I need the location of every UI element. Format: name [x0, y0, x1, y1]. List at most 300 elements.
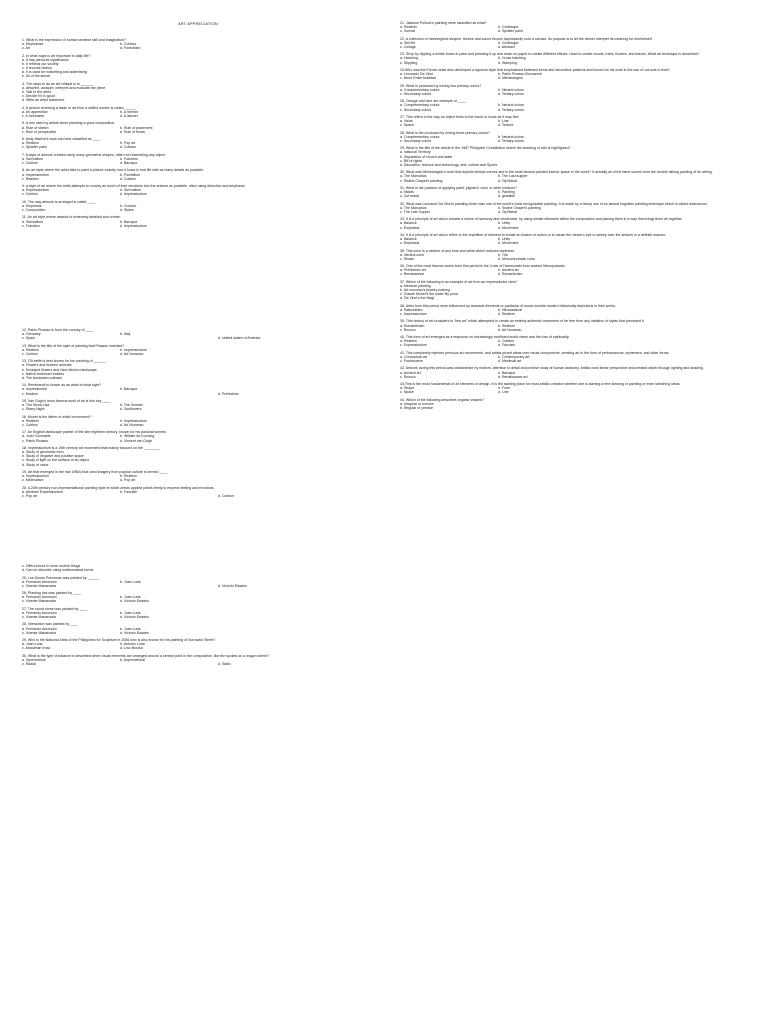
- answer-option: b. Cubism: [498, 339, 514, 344]
- answer-option: d. Pop art: [120, 478, 136, 483]
- answer-option: b. Sistine Chapel's painting: [498, 205, 541, 210]
- option-spacer: [120, 392, 218, 396]
- answer-option: a. Symmetrical: [22, 657, 46, 662]
- answer-option: a. Hatching: [400, 56, 418, 61]
- answer-option: a. National Territory: [400, 150, 431, 155]
- answer-option: d. Formalism: [120, 46, 141, 51]
- answer-option: b. Juan Luna: [120, 626, 141, 631]
- answer-option: c. Minimalism: [22, 478, 44, 483]
- question-text: 42. Artwork during this period was characterize by realism, attention to detail and precise study of human anatomy. Artists used linear perspective and created depth through lighting and shading.: [400, 366, 704, 371]
- answer-option: a. It has personal significance: [22, 57, 69, 62]
- answer-option: c. Composition: [22, 208, 46, 212]
- answer-option: b. Study of negative and positive space: [22, 454, 84, 459]
- question-item: [400, 335, 760, 347]
- answer-option: d. Taj Mahal: [498, 209, 518, 214]
- answer-option: d. Movement: [498, 225, 519, 230]
- answer-option: b. Contour: [120, 42, 137, 47]
- answer-option: c. Native American Indians: [22, 371, 64, 376]
- answer-option: c. Postmodern: [400, 359, 423, 364]
- answer-option: c. Renaissance: [400, 272, 425, 277]
- question-item: [400, 99, 760, 111]
- answer-option: c. Emphasis: [400, 241, 420, 246]
- answer-option: c. Impressionism: [400, 312, 427, 317]
- answer-option: b. It reflects our society: [22, 61, 59, 66]
- question-item: [400, 382, 760, 394]
- question-text: 41. This completely rejected previous art movements, and artists prized ideas over visual components, creating art in the form of performances, ephemera, and other forms.: [400, 350, 670, 355]
- answer-option: a. Still life: [400, 40, 416, 45]
- answer-option: a. Prehistoric art: [400, 268, 426, 273]
- answer-option: a. Leonardo Da Vinci: [400, 72, 434, 77]
- question-text: 20. A 20th century non-representational painting style in which artists applied paints freely to express feeling and emotions.: [22, 485, 215, 490]
- answer-option: d. Sunflowers: [120, 407, 142, 412]
- answer-option: a. Malvis: [400, 190, 414, 195]
- question-text: 38. Artist from this period were influenced by classical elements or particular of music include modern historically depictions in their works.: [400, 303, 617, 308]
- answer-option: b. Form: [498, 386, 511, 391]
- answer-option: a. Irregular or uneven: [400, 401, 434, 406]
- page-title: ART APPRECIATION: [178, 21, 218, 26]
- option-spacer: [120, 662, 218, 666]
- answer-option: b. Baroque: [120, 219, 138, 224]
- question-item: [22, 399, 362, 411]
- question-item: [22, 344, 362, 356]
- answer-option: b. A mentor: [120, 109, 138, 114]
- answer-option: d. Static: [218, 662, 231, 667]
- question-item: [400, 351, 760, 363]
- question-text: 16. Monet is the father of which movement?: [22, 414, 91, 419]
- answer-option: b. Antonio Luna: [120, 642, 145, 647]
- answer-option: a. John Constable: [22, 434, 51, 439]
- answer-option: d. Da Vinci's the Magi: [400, 296, 435, 301]
- answer-option: b. Contour: [120, 203, 137, 208]
- question-text: 10. The way artwork is arranged is called ____: [22, 199, 96, 204]
- question-item: [22, 446, 362, 467]
- answer-option: d. Cubism: [120, 176, 136, 181]
- question-item: [400, 249, 760, 261]
- answer-option: c. Cut reads: [400, 194, 420, 199]
- answer-option: d. Lino Brocka: [120, 646, 143, 651]
- question-item: [400, 84, 760, 96]
- answer-option: b. Impressionism: [120, 418, 147, 423]
- question-item: [22, 430, 362, 442]
- answer-option: a. Impressionism: [22, 474, 49, 479]
- answer-option: d. Can be describe using mathematical forms: [22, 568, 94, 573]
- question-item: [400, 366, 760, 378]
- answer-option: a. Expressionism: [22, 188, 50, 193]
- answer-option: b. Baroque: [120, 387, 138, 392]
- question-text: 14. Rembrandt is known as an artist of what style?: [22, 383, 102, 388]
- answer-option: b. Grotesque: [498, 40, 519, 45]
- question-text: 35. This color is a mixture of any blue and white which reduces darkness.: [400, 248, 515, 253]
- answer-option: c. Claude Monet's the water lily pond: [400, 292, 458, 297]
- answer-option: a. Fernando Amorsolo: [22, 595, 57, 600]
- answer-option: c. Vicente Manansala: [22, 583, 56, 588]
- answer-option: d. Victorio Edades: [218, 583, 247, 588]
- question-item: [22, 54, 362, 79]
- question-item: [400, 202, 760, 214]
- question-text: 24.Who was the French artist who developed a rigorous style that emphasized flattened forms and decorative patterns and known for his work in the use of cut-outs in fluid?: [400, 67, 670, 72]
- answer-option: d. Medieval art: [498, 359, 522, 364]
- answer-option: c. Splatter paint: [22, 145, 47, 150]
- question-item: [400, 264, 760, 276]
- question-item: [22, 168, 362, 180]
- question-item: [22, 576, 362, 588]
- question-item: [400, 280, 760, 301]
- answer-option: c. Abdulmari Imao: [22, 646, 51, 651]
- answer-option: c. Starry Night: [22, 407, 45, 412]
- question-item: [400, 146, 760, 167]
- answer-option: c. Henri Emile Mattisse: [400, 76, 437, 81]
- option-spacer: [120, 336, 218, 340]
- answer-option: d. Tertiary colors: [498, 91, 524, 96]
- answer-option: b. Cross hatching: [498, 56, 526, 61]
- answer-option: c. The Last Supper: [400, 209, 430, 214]
- question-item: [400, 319, 760, 331]
- question-item: [400, 131, 760, 143]
- answer-option: c. It records history: [22, 66, 52, 71]
- answer-option: b. Art nouveau's jewelry making: [400, 288, 450, 293]
- answer-option: e. All of the above: [22, 74, 51, 79]
- answer-option: b. Neutral colors: [498, 87, 524, 92]
- answer-option: d. Rule of thirds: [120, 129, 145, 134]
- answer-option: c. Vicente Manansala: [22, 615, 56, 620]
- question-text: 28. Interaction was painted by ____: [22, 622, 79, 627]
- answer-option: c. Cubism: [22, 161, 38, 166]
- answer-option: b. Enlarged flowers and New Mexico landscape: [22, 367, 97, 372]
- answer-option: d. glosable: [498, 194, 516, 199]
- answer-option: b. Fauvism: [120, 489, 138, 494]
- answer-option: c. Vicente Manansala: [22, 599, 56, 604]
- answer-option: a. Impressionism: [22, 172, 49, 177]
- question-item: [400, 37, 760, 49]
- answer-option: b. Juan Luna: [120, 579, 141, 584]
- answer-option: a. Romanticism: [400, 323, 425, 328]
- answer-option: a. Ancient art: [400, 370, 421, 375]
- answer-option: b. Regular or precise: [400, 406, 433, 411]
- question-text: 40. This form of art emerged as a response on increasingly conflicted world views and the loss of spirituality.: [400, 335, 570, 340]
- questions-column-bottom-left: [22, 564, 362, 669]
- question-text: 25. What is produced by mixing two primary colors?: [400, 83, 482, 88]
- question-text: 15. Van Gogh's most famous work of art is this key ____: [22, 398, 111, 403]
- answer-option: d. Victorio Edades: [120, 630, 149, 635]
- answer-option: d. Monochromatic color: [498, 256, 535, 261]
- question-text: 7. A style of artwork created using many geometric shapes, often not resembling any object.: [22, 152, 166, 157]
- answer-option: d. Tertiary colors: [498, 138, 524, 143]
- answer-option: c. Cubism: [22, 192, 38, 197]
- answer-option: d. Line: [498, 390, 509, 395]
- answer-option: d. Education, science and technology, arts, culture and Sports: [400, 162, 498, 167]
- answer-option: d. Art Nouveau: [120, 351, 144, 356]
- answer-option: c. Study of light on the surface of an object: [22, 458, 90, 463]
- answer-option: a. Complementary colors: [400, 103, 440, 108]
- question-item: [400, 170, 760, 182]
- question-item: [22, 328, 362, 340]
- answer-option: c. Offers found in more routine things: [22, 564, 81, 568]
- answer-option: a. Impressionist: [22, 387, 47, 392]
- question-item: [22, 200, 362, 212]
- answer-option: d. Romanticism: [498, 272, 523, 277]
- answer-option: d. Movement: [498, 241, 519, 246]
- answer-option: b. Neoclassical: [498, 307, 522, 312]
- question-text: 22. A collection of meaningless shapes, texture and colors thrown haphazardly onto a canvas. Its purpose is to let the viewer interpret its meaning for him/herself.: [400, 36, 653, 41]
- answer-option: c. Emphasis: [400, 225, 420, 230]
- answer-option: b. Neutral colors: [498, 103, 524, 108]
- answer-option: b. Pointillism: [120, 172, 140, 177]
- answer-option: b. The Scream: [120, 403, 144, 408]
- question-text: 26. Planting rice was painted by ____: [22, 591, 81, 596]
- answer-option: c. Realism: [22, 176, 39, 181]
- answer-option: d. Taj Mahal: [498, 178, 518, 183]
- answer-option: d. Styles: [120, 208, 134, 212]
- answer-option: d. Michelangelo: [498, 76, 523, 81]
- answer-option: a. Emphasize: [22, 42, 44, 47]
- question-item: [400, 21, 760, 33]
- question-text: 21. Jackson Pollock's painting were classified as what?: [400, 21, 487, 25]
- answer-option: a. Abstract Expressionism: [22, 489, 63, 494]
- option-spacer: [120, 494, 218, 498]
- question-item: [400, 217, 760, 229]
- question-item: [22, 622, 362, 634]
- question-item: [22, 564, 362, 572]
- answer-option: a. Realism: [22, 418, 39, 423]
- question-text: 31. What is the practice of applying paint, pigment, color or other medium?: [400, 185, 517, 190]
- answer-option: c. Rule of perspective: [22, 129, 57, 134]
- question-item: [22, 215, 362, 227]
- answer-option: c. Bill of rights: [400, 158, 423, 163]
- answer-option: d. Victorio Edades: [120, 599, 149, 604]
- answer-option: a. Rationalism: [400, 307, 423, 312]
- answer-option: d. Study of value: [22, 462, 49, 467]
- answer-option: a. The Mona Lisa: [22, 403, 50, 408]
- answer-option: a. describe, analyze, interpret and evaluate the piece: [22, 85, 106, 90]
- question-item: [400, 233, 760, 245]
- answer-option: b. Neutral colors: [498, 134, 524, 139]
- answer-option: d. Impressionism: [120, 192, 147, 197]
- question-item: [22, 153, 362, 165]
- answer-option: b. Tint: [498, 252, 508, 257]
- answer-option: d. Cubism: [218, 493, 234, 498]
- answer-option: c. Decide if it is good: [22, 94, 55, 99]
- answer-option: d. Realism: [498, 312, 515, 317]
- question-item: [22, 470, 362, 482]
- answer-option: c. Art: [22, 46, 31, 51]
- answer-option: c. Stippling: [400, 60, 418, 65]
- question-item: [22, 415, 362, 427]
- answer-option: c. Shade: [400, 256, 415, 261]
- question-item: [22, 591, 362, 603]
- answer-option: a. Study of geometric form: [22, 450, 64, 455]
- question-text: 43.This is the most fundamental of all elements of design. It is the starting place for most artistic creation whether one is starting a free drawing or painting or even sketching ideas.: [400, 382, 681, 387]
- question-text: 33. It is a principle of art which creates a sense of harmony and wholeness, by using similar elements within the composition and placing them in a way that brings them all together.: [400, 217, 683, 222]
- answer-option: b. Juan Luna: [120, 595, 141, 600]
- answer-option: b. Grotesque: [498, 25, 519, 30]
- answer-option: d. Abstract: [498, 44, 515, 49]
- answer-option: a. Flowers and modern animals: [22, 363, 72, 368]
- answer-option: b. Asymmetrical: [120, 657, 146, 662]
- answer-option: b. Talk to the artist: [22, 90, 51, 95]
- answer-option: c. Space: [400, 123, 414, 128]
- answer-option: d. Impressionism: [120, 223, 147, 228]
- question-text: 17. An English landscape painter of the late eighteen century, known for his pastoral scenes: [22, 430, 166, 435]
- question-item: [400, 52, 760, 64]
- answer-option: a. Emphasis: [22, 203, 42, 208]
- question-item: [22, 38, 362, 50]
- question-item: [22, 607, 362, 619]
- question-text: 12. Pablo Picasso is from the country of ____: [22, 328, 94, 332]
- question-item: [22, 184, 362, 196]
- answer-option: d. Victorio Edades: [120, 615, 149, 620]
- questions-column-right: [400, 21, 760, 413]
- question-text: 27. This refers to the way an object feels to the touch or looks as it may feel.: [400, 114, 520, 119]
- question-text: 9. a style of art where the artist attempts to convey as much of their emotions into the artwork as possible, often using distortion and emphasis.: [22, 184, 246, 189]
- option-spacer: [120, 584, 218, 588]
- answer-option: d. Baroque: [120, 161, 138, 166]
- answer-option: c. Vicente Manansala: [22, 630, 56, 635]
- question-item: [400, 186, 760, 198]
- question-text: 39. This history of art considers to "few art" which attempted to create an entirely authentic movement of be free from any imitation of styles that preceded it.: [400, 319, 645, 324]
- question-text: 2. In what ways is art important in daily life?: [22, 53, 91, 58]
- answer-option: c. Pop art: [22, 493, 38, 498]
- question-text: 4. A person receiving a trade or art from a skilled worker is called ______: [22, 105, 137, 110]
- answer-option: a. The Marcarius: [400, 205, 427, 210]
- answer-option: c. Surreal: [400, 29, 416, 34]
- question-item: [22, 638, 362, 650]
- answer-option: a. Realism: [22, 347, 39, 352]
- answer-option: b. William de Kooning: [120, 434, 155, 439]
- answer-option: c. Modern: [22, 391, 38, 396]
- question-item: [22, 137, 362, 149]
- answer-option: b. Realism: [120, 474, 137, 479]
- question-item: [22, 82, 362, 103]
- answer-option: d. United states of America: [218, 336, 261, 341]
- answer-option: d. Art Nouveau: [120, 422, 144, 427]
- answer-option: d. Art Nouveau: [498, 327, 522, 332]
- answer-option: a. Shape: [400, 386, 415, 391]
- answer-option: a. Balance: [400, 221, 417, 226]
- question-text: 18. Impressionism is a 19th century art movement that mainly focused on the ________: [22, 445, 160, 450]
- question-text: 11. An art style where artwork is extremely detailed and ornate.: [22, 215, 121, 220]
- answer-option: a. Fernando Amorsolo: [22, 610, 57, 615]
- answer-option: a. Complementary colors: [400, 134, 440, 139]
- question-text: 36. One of the most famous works from this period is the Code of Hammurabi from ancient Mesopotamia.: [400, 264, 566, 269]
- answer-option: a. Fernando Amorsolo: [22, 579, 57, 584]
- answer-option: d. A laborer: [120, 114, 138, 119]
- question-text: 34. It is a principle of art which refers to the repetition of element to create an illusion of action or to cause the viewer's eye to sweep over the artwork in a definite manner.: [400, 232, 667, 237]
- answer-option: a. Balance: [400, 237, 417, 241]
- question-item: [400, 304, 760, 316]
- answer-option: a. Complementary colors: [400, 87, 440, 92]
- question-item: [400, 115, 760, 127]
- answer-option: c. A forecaster: [22, 114, 45, 119]
- answer-option: b. Juan Luna: [120, 610, 141, 615]
- question-item: [400, 398, 760, 410]
- question-text: 19. Art that emerged in the mid 1950s that used imagery from popular culture is termed ____: [22, 469, 168, 474]
- question-text: 6. Andy Warhol's work can best classified as ____: [22, 137, 101, 142]
- answer-option: c. Spain: [22, 336, 35, 341]
- question-text: 29. Who is the National Artist of the Philippines for Sculpture in 2006 who is also known for his painting of Sorrowful Street?: [22, 638, 216, 643]
- question-item: [22, 359, 362, 380]
- answer-option: b. Painting: [498, 190, 515, 195]
- answer-option: d. It is used for marketing and advertising: [22, 70, 87, 75]
- answer-option: a. Mexican painting: [400, 283, 431, 288]
- questions-column-middle-left: [22, 328, 362, 501]
- question-text: 8. An art style where the artist tries to paint a picture exactly how it looks in real life with as many details as possible.: [22, 168, 204, 173]
- answer-option: b. The Last supper: [498, 174, 528, 179]
- answer-option: b. Impressionism: [120, 347, 147, 352]
- answer-option: d. Renaissance art: [498, 374, 528, 379]
- answer-option: a. Conceptual art: [400, 354, 428, 359]
- answer-option: c. Futurism: [22, 223, 40, 228]
- answer-option: c. Radial: [22, 662, 36, 667]
- answer-option: b. Unity: [498, 237, 511, 241]
- answer-option: c. Secondary colors: [400, 107, 432, 112]
- answer-option: b. Rule of placement: [120, 125, 153, 130]
- answer-option: a. Rule of sketch: [22, 125, 49, 130]
- answer-option: c. Rococo: [400, 374, 416, 379]
- answer-option: a. Neutral color: [400, 252, 425, 257]
- answer-option: a. Realism: [400, 339, 417, 344]
- answer-option: a. Realism: [400, 25, 417, 30]
- answer-option: b. Contemporary art: [498, 354, 530, 359]
- question-text: 29. What is the title of the article in the 1987 Philippine Constitution where the teaching of arts is highlighted?: [400, 146, 571, 151]
- answer-option: d. The Australian outback: [22, 375, 62, 380]
- answer-option: a. Germany: [22, 332, 41, 337]
- answer-option: b. Ancient art: [498, 268, 519, 273]
- answer-option: d. Splatter paint: [498, 29, 523, 34]
- question-item: [400, 68, 760, 80]
- answer-option: c. Cubism: [22, 422, 38, 427]
- answer-option: a. Surrealism: [22, 156, 43, 161]
- answer-option: b. Surrealism: [120, 188, 141, 193]
- question-text: 5. A rule used by artists when planning a good composition.: [22, 121, 116, 126]
- answer-option: d. Stamping: [498, 60, 517, 65]
- question-item: [22, 654, 362, 666]
- question-text: 26. Orange and blue are example of ____: [400, 99, 466, 104]
- question-text: 3. The ways to do an art critique is to ______: [22, 81, 93, 86]
- answer-option: c. Collage: [400, 44, 416, 49]
- answer-option: d. Prehistoric: [218, 391, 239, 396]
- answer-option: a. Juan Luna: [22, 642, 43, 647]
- answer-option: a. Realism: [22, 141, 39, 146]
- answer-option: a. The Marcarius: [400, 174, 427, 179]
- answer-option: b. Futurism: [120, 156, 138, 161]
- answer-option: c. Space: [400, 390, 414, 395]
- answer-option: c. Sistine Chapel's painting: [400, 178, 443, 183]
- answer-option: c. Expressionism: [400, 343, 427, 348]
- answer-option: b. Baroque: [498, 370, 516, 375]
- answer-option: c. Secondary colors: [400, 138, 432, 143]
- questions-column-top-left: [22, 38, 362, 231]
- answer-option: b. Italy: [120, 332, 131, 337]
- answer-option: a. Surrealism: [22, 219, 43, 224]
- answer-option: a. Fernando Amorsolo: [22, 626, 57, 631]
- question-item: [22, 121, 362, 133]
- question-text: 30. What was Michelangelo's work that depicts biblical scenes and is the most famous painted interior space in the world? It actually all of the fame comes from the trouble talking painting of its ceiling.: [400, 170, 713, 175]
- answer-option: b. Line: [498, 119, 509, 124]
- answer-option: c. Rococo: [400, 327, 416, 332]
- answer-option: b. Unity: [498, 221, 511, 226]
- question-text: 1. What is the expression of human creative skill and imagination?: [22, 38, 126, 42]
- question-item: [22, 106, 362, 118]
- question-text: 32. What was Leonardo Da Vinci's painting which was one of the world's most recognizable painting. It is made by a heavy use of an almost forgotten painting technique which is called chiaroscuro.: [400, 201, 709, 206]
- question-text: 13. What is the title of the style of painting that Picasso invented?: [22, 343, 125, 348]
- question-item: [22, 383, 362, 395]
- question-text: 44. Which of the following describes organic shapes?: [400, 397, 484, 402]
- answer-option: b. Pop art: [120, 141, 136, 146]
- answer-option: d. Cubism: [120, 145, 136, 150]
- answer-option: b. Pablo Picasso Buonarroti: [498, 72, 542, 77]
- answer-option: d. Write an artist statement: [22, 98, 65, 103]
- answer-option: c. Cubism: [22, 351, 38, 356]
